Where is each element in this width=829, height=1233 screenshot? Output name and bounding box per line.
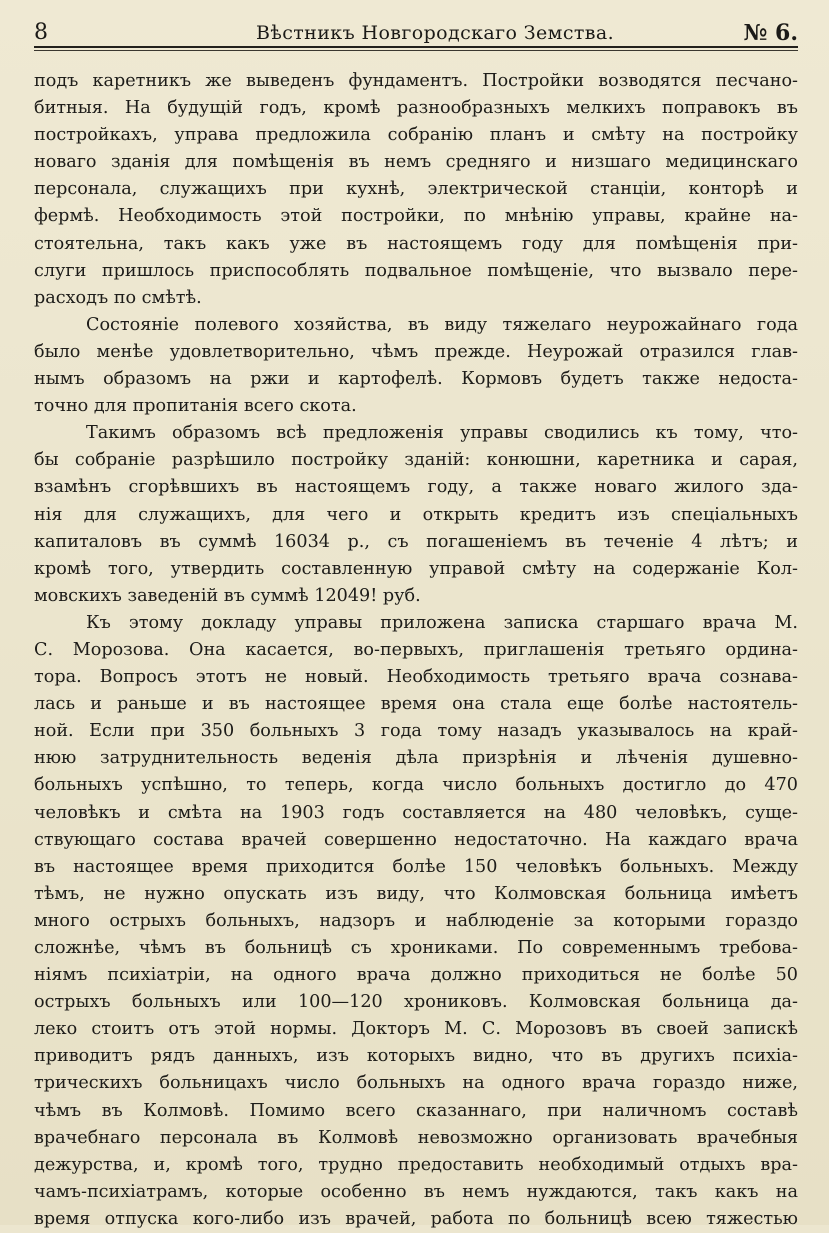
- text-line: взамѣнъ сгорѣвшихъ въ настоящемъ году, а также новаго жилого зда-: [34, 477, 798, 498]
- text-line: точно для пропитанія всего скота.: [34, 396, 357, 417]
- text-line: кромѣ того, утвердить составленную управой смѣту на содержаніе Кол-: [34, 558, 798, 579]
- text-line: нюю затруднительность веденія дѣла призрѣнія и лѣченія душевно-: [34, 748, 798, 769]
- text-line: тора. Вопросъ этотъ не новый. Необходимость третьяго врача сознава-: [34, 667, 798, 688]
- text-line: нія для служащихъ, для чего и открыть кредитъ изъ спеціальныхъ: [34, 504, 798, 525]
- text-line: стоятельна, такъ какъ уже въ настоящемъ году для помѣщенія при-: [34, 233, 798, 254]
- text-line: бы собраніе разрѣшило постройку зданій: конюшни, каретника и сарая,: [34, 450, 798, 471]
- text-line: острыхъ больныхъ или 100—120 хрониковъ. Колмовская больница да-: [34, 992, 798, 1013]
- text-line: С. Морозова. Она касается, во-первыхъ, приглашенія третьяго ордина-: [34, 639, 798, 660]
- text-line: много острыхъ больныхъ, надзоръ и наблюденіе за которыми гораздо: [34, 910, 798, 931]
- text-line: капиталовъ въ суммѣ 16034 р., съ погашеніемъ въ теченіе 4 лѣтъ; и: [34, 531, 798, 552]
- text-line: чѣмъ въ Колмовѣ. Помимо всего сказаннаго, при наличномъ составѣ: [34, 1100, 798, 1121]
- text-line: ной. Если при 350 больныхъ 3 года тому назадъ указывалось на край-: [34, 721, 798, 742]
- header-rule: [34, 46, 798, 48]
- body-text: [34, 68, 798, 1233]
- text-line: приводитъ рядъ данныхъ, изъ которыхъ видно, что въ другихъ психіа-: [34, 1046, 798, 1067]
- text-line: расходъ по смѣтѣ.: [34, 287, 202, 308]
- text-line: Состояніе полевого хозяйства, въ виду тяжелаго неурожайнаго года: [86, 314, 798, 335]
- page-number: 8: [34, 20, 48, 45]
- text-line: въ настоящее время приходится болѣе 150 человѣкъ больныхъ. Между: [34, 856, 798, 877]
- text-line: постройкахъ, управа предложила собранію планъ и смѣту на постройку: [34, 125, 798, 146]
- header-rule-thin: [34, 50, 798, 51]
- text-line: ствующаго состава врачей совершенно недостаточно. На каждаго врача: [34, 829, 798, 850]
- text-line: время отпуска кого-либо изъ врачей, работа по больницѣ всею тяжестью: [34, 1208, 798, 1229]
- text-line: подъ каретникъ же выведенъ фундаментъ. Постройки возводятся песчано-: [34, 71, 798, 91]
- text-line: персонала, служащихъ при кухнѣ, электрической станціи, конторѣ и: [34, 179, 798, 200]
- text-line: ніямъ психіатріи, на одного врача должно приходиться не болѣе 50: [34, 965, 798, 986]
- text-line: нымъ образомъ на ржи и картофелѣ. Кормовъ будетъ также недоста-: [34, 369, 798, 390]
- text-line: Такимъ образомъ всѣ предложенія управы сводились къ тому, что-: [86, 423, 798, 444]
- text-line: трическихъ больницахъ число больныхъ на одного врача гораздо ниже,: [34, 1073, 798, 1094]
- text-line: врачебнаго персонала въ Колмовѣ невозможно организовать врачебныя: [34, 1127, 798, 1148]
- text-line: человѣкъ и смѣта на 1903 годъ составляется на 480 человѣкъ, суще-: [34, 802, 798, 823]
- text-line: фермѣ. Необходимость этой постройки, по мнѣнію управы, крайне на-: [34, 206, 798, 227]
- text-line: сложнѣе, чѣмъ въ больницѣ съ хрониками. По современнымъ требова-: [34, 938, 798, 958]
- text-line: тѣмъ, не нужно опускать изъ виду, что Колмовская больница имѣетъ: [34, 883, 798, 904]
- text-line: Къ этому докладу управы приложена записка старшаго врача М.: [86, 612, 798, 633]
- journal-title: Вѣстникъ Новгородскаго Земства.: [256, 22, 615, 44]
- text-line: новаго зданія для помѣщенія въ немъ средняго и низшаго медицинскаго: [34, 152, 798, 173]
- text-line: слуги пришлось приспособлять подвальное помѣщеніе, что вызвало пере-: [34, 260, 798, 281]
- text-line: мовскихъ заведеній въ суммѣ 12049! руб.: [34, 585, 421, 606]
- text-line: битныя. На будущій годъ, кромѣ разнообразныхъ мелкихъ поправокъ въ: [34, 98, 798, 119]
- text-line: больныхъ успѣшно, то теперь, когда число больныхъ достигло до 470: [34, 775, 798, 796]
- text-line: было менѣе удовлетворительно, чѣмъ прежде. Неурожай отразился глав-: [34, 341, 798, 362]
- text-line: дежурства, и, кромѣ того, трудно предоставить необходимый отдыхъ вра-: [34, 1154, 798, 1175]
- page-header: [34, 14, 798, 50]
- text-line: лась и раньше и въ настоящее время она стала еще болѣе настоятель-: [34, 694, 798, 715]
- issue-number: № 6.: [743, 20, 798, 46]
- text-line: чамъ-психіатрамъ, которые особенно въ немъ нуждаются, такъ какъ на: [34, 1181, 798, 1202]
- text-line: леко стоитъ отъ этой нормы. Докторъ М. С. Морозовъ въ своей запискѣ: [34, 1019, 798, 1040]
